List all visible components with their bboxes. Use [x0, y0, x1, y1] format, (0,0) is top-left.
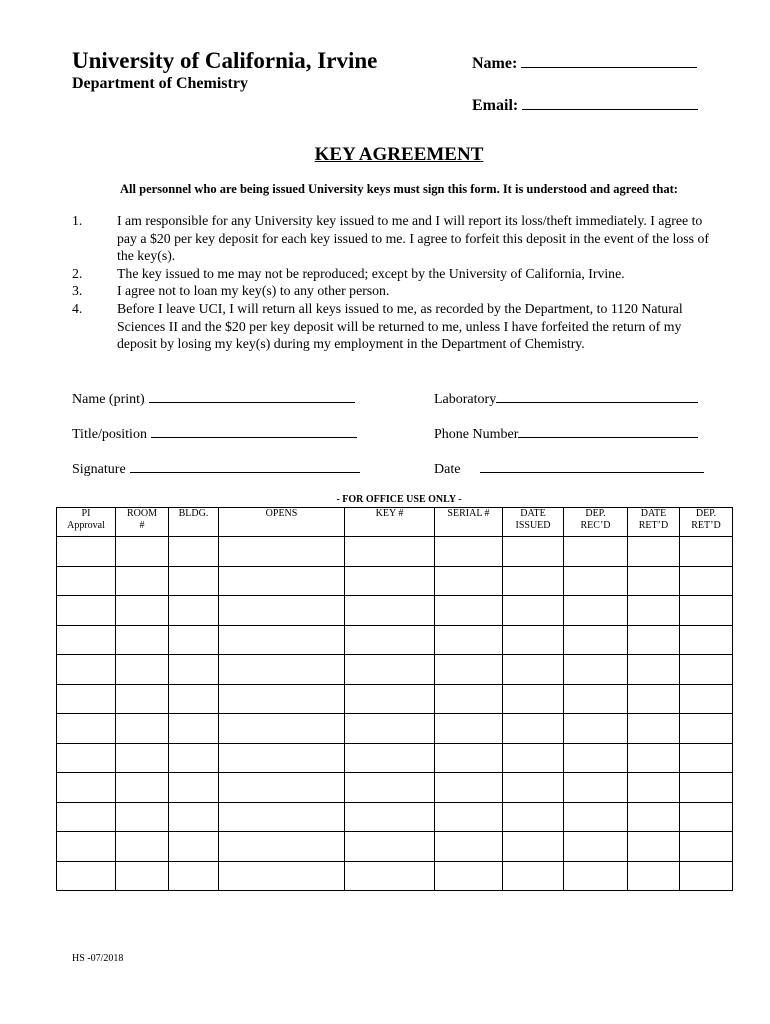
signature-label: Signature [72, 462, 126, 477]
table-cell[interactable] [435, 861, 503, 891]
table-cell[interactable] [169, 773, 219, 803]
table-cell[interactable] [219, 537, 345, 567]
table-cell[interactable] [435, 832, 503, 862]
table-cell[interactable] [57, 655, 116, 685]
table-cell[interactable] [345, 625, 435, 655]
table-cell[interactable] [435, 596, 503, 626]
table-cell[interactable] [435, 566, 503, 596]
table-cell[interactable] [345, 684, 435, 714]
table-cell[interactable] [503, 714, 564, 744]
col-header-dep-retd [680, 508, 733, 537]
table-cell[interactable] [435, 537, 503, 567]
table-cell[interactable] [564, 684, 628, 714]
table-cell[interactable] [345, 566, 435, 596]
table-cell[interactable] [57, 861, 116, 891]
term-number: 2. [72, 265, 83, 281]
table-row [57, 684, 733, 714]
table-cell[interactable] [435, 773, 503, 803]
table-cell[interactable] [628, 537, 680, 567]
form-version: HS -07/2018 [72, 953, 124, 964]
table-cell[interactable] [169, 802, 219, 832]
table-row [57, 537, 733, 567]
table-cell[interactable] [503, 743, 564, 773]
table-row [57, 743, 733, 773]
table-cell[interactable] [680, 684, 733, 714]
table-cell[interactable] [169, 566, 219, 596]
header-name-field[interactable] [472, 53, 697, 73]
page-title: KEY AGREEMENT [314, 144, 484, 165]
col-header-line: SERIAL # [447, 508, 490, 519]
table-row [57, 802, 733, 832]
table-cell[interactable] [435, 625, 503, 655]
table-row [57, 832, 733, 862]
table-cell[interactable] [219, 743, 345, 773]
table-cell[interactable] [219, 625, 345, 655]
table-cell[interactable] [345, 743, 435, 773]
table-cell[interactable] [435, 743, 503, 773]
col-header-line: REC’D [580, 520, 611, 531]
table-cell[interactable] [219, 596, 345, 626]
table-cell[interactable] [169, 537, 219, 567]
table-cell[interactable] [169, 596, 219, 626]
col-header-line: # [139, 520, 145, 531]
table-cell[interactable] [345, 537, 435, 567]
table-cell[interactable] [169, 714, 219, 744]
col-header-serial-number [435, 508, 503, 537]
col-header-dep-recd [564, 508, 628, 537]
table-cell[interactable] [503, 625, 564, 655]
table-cell[interactable] [503, 655, 564, 685]
department-name: Department of Chemistry [72, 75, 248, 92]
table-cell[interactable] [564, 566, 628, 596]
laboratory-field[interactable] [434, 390, 698, 408]
table-cell[interactable] [680, 743, 733, 773]
table-cell[interactable] [628, 802, 680, 832]
name-print-label: Name (print) [72, 392, 145, 407]
table-cell[interactable] [628, 625, 680, 655]
table-cell[interactable] [503, 773, 564, 803]
table-row [57, 566, 733, 596]
table-row [57, 773, 733, 803]
table-cell[interactable] [564, 655, 628, 685]
table-cell[interactable] [169, 684, 219, 714]
table-cell[interactable] [628, 832, 680, 862]
table-cell[interactable] [503, 861, 564, 891]
name-print-line[interactable] [149, 390, 355, 403]
table-cell[interactable] [219, 832, 345, 862]
col-header-line: RET’D [691, 520, 721, 531]
table-cell[interactable] [219, 802, 345, 832]
table-cell[interactable] [503, 684, 564, 714]
title-position-label: Title/position [72, 427, 147, 442]
table-cell[interactable] [116, 773, 169, 803]
table-cell[interactable] [680, 773, 733, 803]
table-cell[interactable] [116, 596, 169, 626]
col-header-key-number [345, 508, 435, 537]
laboratory-line[interactable] [496, 390, 698, 403]
term-text: I agree not to loan my key(s) to any other person. [117, 283, 390, 299]
table-cell[interactable] [57, 743, 116, 773]
col-header-pi-approval [57, 508, 116, 537]
table-cell[interactable] [169, 625, 219, 655]
table-cell[interactable] [345, 714, 435, 744]
table-cell[interactable] [57, 625, 116, 655]
table-cell[interactable] [628, 684, 680, 714]
table-cell[interactable] [345, 802, 435, 832]
col-header-line: PI [81, 508, 91, 519]
table-row [57, 655, 733, 685]
table-cell[interactable] [628, 566, 680, 596]
title-position-line[interactable] [151, 425, 357, 438]
term-number: 1. [72, 213, 83, 228]
table-cell[interactable] [435, 655, 503, 685]
col-header-opens [219, 508, 345, 537]
table-cell[interactable] [169, 832, 219, 862]
table-header-row [57, 508, 733, 537]
table-cell[interactable] [116, 537, 169, 567]
table-cell[interactable] [564, 802, 628, 832]
table-cell[interactable] [503, 802, 564, 832]
table-cell[interactable] [680, 832, 733, 862]
phone-number-label: Phone Number [434, 427, 519, 442]
date-field[interactable] [434, 460, 704, 478]
table-cell[interactable] [680, 714, 733, 744]
term-number: 4. [72, 300, 83, 316]
name-print-field[interactable] [72, 390, 355, 408]
term-item [72, 300, 722, 353]
table-cell[interactable] [57, 714, 116, 744]
table-cell[interactable] [435, 802, 503, 832]
date-label: Date [434, 462, 461, 477]
table-cell[interactable] [628, 861, 680, 891]
table-cell[interactable] [564, 773, 628, 803]
table-cell[interactable] [628, 596, 680, 626]
table-cell[interactable] [169, 861, 219, 891]
table-cell[interactable] [116, 684, 169, 714]
col-header-date-issued [503, 508, 564, 537]
term-text: I am responsible for any University key issued to me and I will report its loss/theft immediately. I agree to pay a $20 per key deposit for each key issued to me. I agree to forfeit this deposit in the event of the loss of the key(s). [117, 213, 709, 264]
table-cell[interactable] [219, 714, 345, 744]
header-name-line[interactable] [521, 53, 697, 68]
table-cell[interactable] [169, 655, 219, 685]
signature-line[interactable] [130, 460, 360, 473]
col-header-date-retd [628, 508, 680, 537]
table-row [57, 714, 733, 744]
table-cell[interactable] [680, 625, 733, 655]
header-name-label: Name: [472, 55, 518, 72]
office-use-table [56, 507, 733, 891]
term-item [72, 265, 722, 283]
table-cell[interactable] [57, 802, 116, 832]
table-cell[interactable] [680, 861, 733, 891]
table-cell[interactable] [345, 596, 435, 626]
table-cell[interactable] [345, 773, 435, 803]
term-text: The key issued to me may not be reproduced; except by the University of California, Irvine. [117, 265, 625, 281]
table-cell[interactable] [564, 832, 628, 862]
table-body [57, 537, 733, 891]
col-header-line: ISSUED [515, 520, 551, 531]
office-use-heading: - FOR OFFICE USE ONLY - [336, 494, 462, 505]
table-cell[interactable] [345, 655, 435, 685]
term-number: 3. [72, 283, 83, 299]
table-cell[interactable] [345, 832, 435, 862]
table-cell[interactable] [628, 743, 680, 773]
terms-list [72, 212, 722, 353]
header-email-line[interactable] [522, 95, 698, 110]
table-cell[interactable] [564, 861, 628, 891]
table-cell[interactable] [219, 566, 345, 596]
header-email-field[interactable] [472, 95, 698, 115]
table-cell[interactable] [219, 655, 345, 685]
table-cell[interactable] [435, 684, 503, 714]
table-cell[interactable] [503, 566, 564, 596]
header-email-label: Email: [472, 97, 519, 114]
col-header-bldg [169, 508, 219, 537]
table-cell[interactable] [116, 802, 169, 832]
table-cell[interactable] [503, 832, 564, 862]
university-name: University of California, Irvine [72, 48, 378, 73]
col-header-line: BLDG. [178, 508, 209, 519]
title-position-field[interactable] [72, 425, 357, 443]
term-text: Before I leave UCI, I will return all keys issued to me, as recorded by the Department, to 1120 Natural Sciences II and the $20 per key deposit will be returned to me, unless I have forfeited the return of my deposit by losing my key(s) during my employment in the Department of Chemistry. [117, 300, 683, 352]
table-cell[interactable] [680, 537, 733, 567]
col-header-line: DEP. [585, 508, 606, 519]
col-header-line: RET’D [638, 520, 669, 531]
table-cell[interactable] [564, 537, 628, 567]
table-cell[interactable] [564, 596, 628, 626]
signature-field[interactable] [72, 460, 360, 478]
table-cell[interactable] [680, 802, 733, 832]
date-line[interactable] [480, 460, 704, 473]
col-header-line: Approval [67, 520, 105, 531]
table-cell[interactable] [57, 684, 116, 714]
table-cell[interactable] [116, 714, 169, 744]
intro-text: All personnel who are being issued University keys must sign this form. It is understood and agreed that: [120, 182, 678, 196]
table-cell[interactable] [219, 861, 345, 891]
table-cell[interactable] [116, 832, 169, 862]
term-item [72, 282, 722, 300]
table-row [57, 861, 733, 891]
table-cell[interactable] [116, 861, 169, 891]
table-cell[interactable] [57, 537, 116, 567]
table-cell[interactable] [169, 743, 219, 773]
table-cell[interactable] [345, 861, 435, 891]
col-header-line: ROOM [126, 508, 157, 519]
table-cell[interactable] [628, 655, 680, 685]
table-cell[interactable] [57, 566, 116, 596]
phone-number-line[interactable] [518, 425, 698, 438]
table-cell[interactable] [680, 655, 733, 685]
table-cell[interactable] [503, 596, 564, 626]
table-cell[interactable] [57, 596, 116, 626]
table-cell[interactable] [219, 684, 345, 714]
table-cell[interactable] [116, 566, 169, 596]
table-cell[interactable] [564, 743, 628, 773]
table-cell[interactable] [219, 773, 345, 803]
col-header-room [116, 508, 169, 537]
table-cell[interactable] [564, 714, 628, 744]
table-cell[interactable] [57, 773, 116, 803]
table-cell[interactable] [116, 743, 169, 773]
table-row [57, 596, 733, 626]
table-cell[interactable] [628, 714, 680, 744]
table-cell[interactable] [680, 566, 733, 596]
col-header-line: DATE [520, 508, 546, 519]
phone-number-field[interactable] [434, 425, 698, 443]
table-cell[interactable] [116, 655, 169, 685]
table-cell[interactable] [680, 596, 733, 626]
table-cell[interactable] [628, 773, 680, 803]
col-header-line: KEY # [375, 508, 404, 519]
table-cell[interactable] [564, 625, 628, 655]
laboratory-label: Laboratory [434, 392, 497, 407]
col-header-line: DEP. [695, 508, 717, 519]
table-row [57, 625, 733, 655]
table-cell[interactable] [116, 625, 169, 655]
table-cell[interactable] [435, 714, 503, 744]
col-header-line: DATE [640, 508, 667, 519]
term-item [72, 212, 722, 265]
table-cell[interactable] [57, 832, 116, 862]
table-cell[interactable] [503, 537, 564, 567]
col-header-line: OPENS [265, 508, 298, 519]
